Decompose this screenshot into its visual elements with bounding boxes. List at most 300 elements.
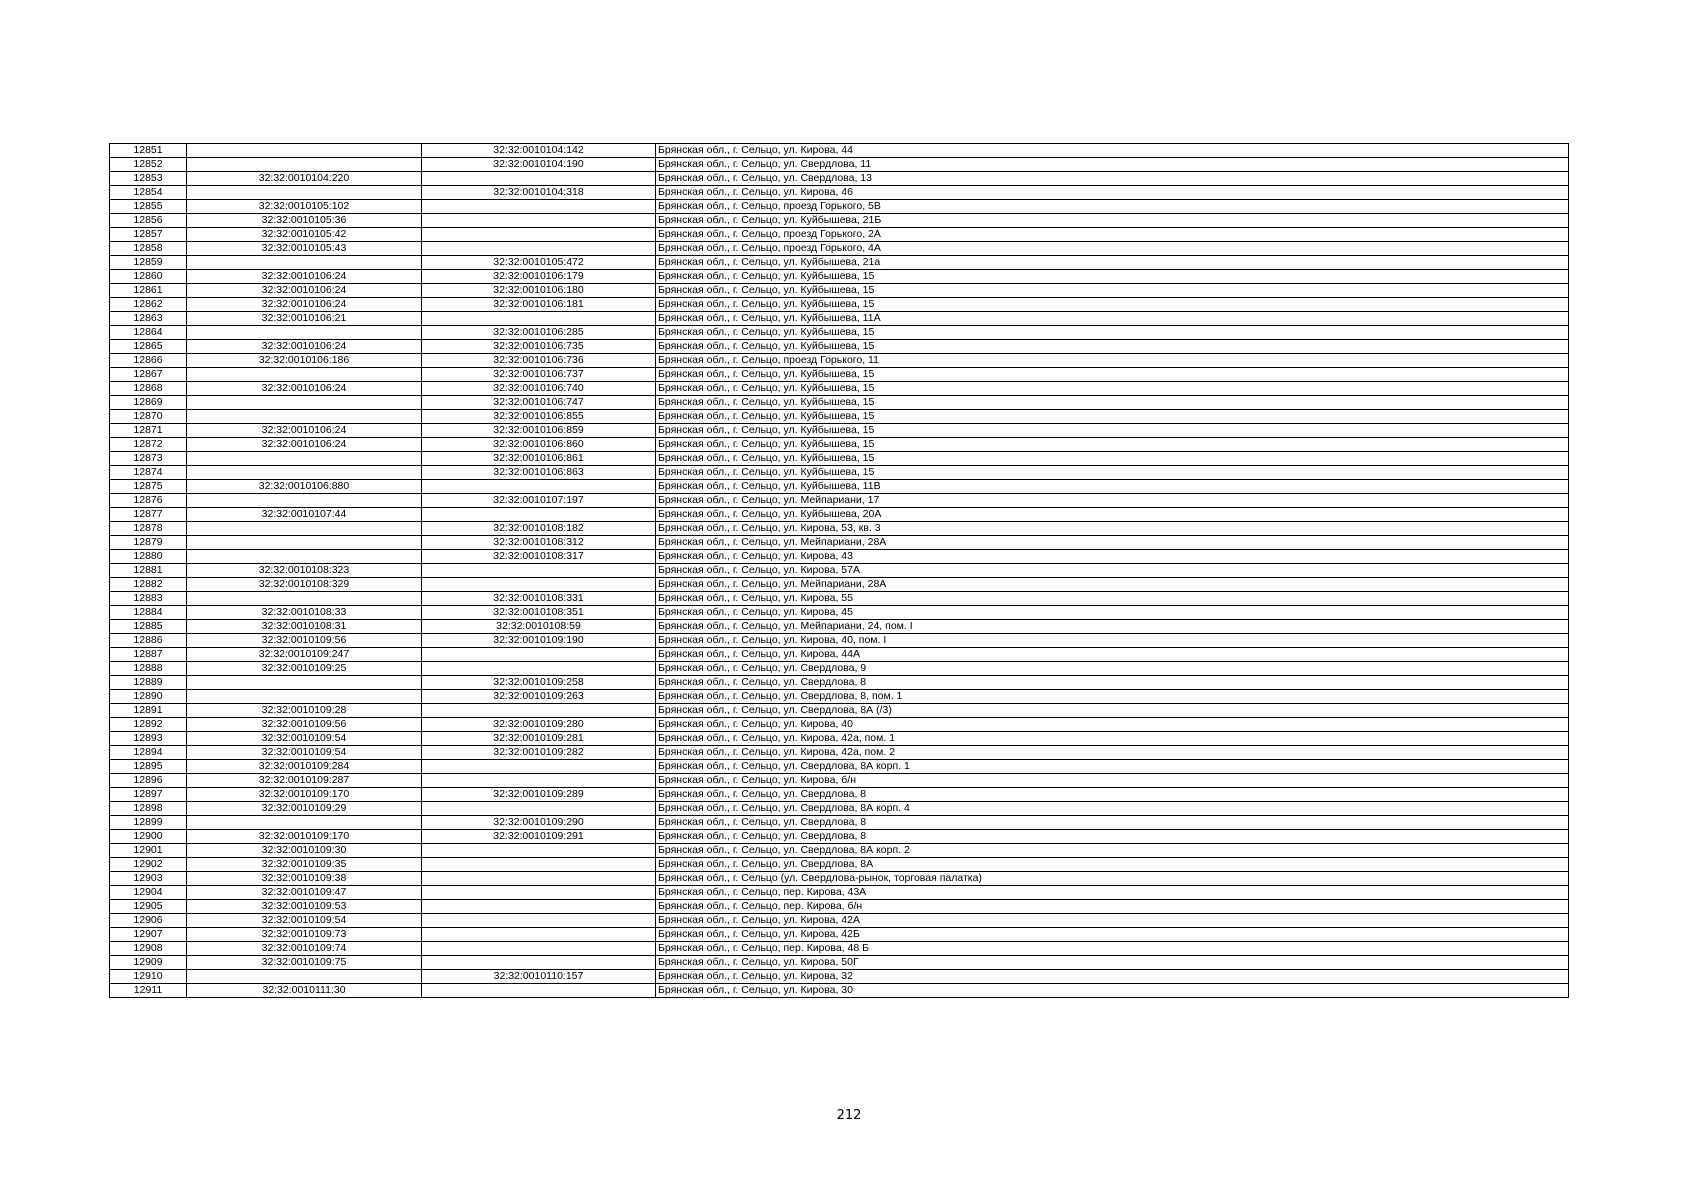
row-number-cell: 12903 xyxy=(110,872,187,886)
cadastral-number-cell: 32:32:0010111:30 xyxy=(187,984,422,998)
address-cell: Брянская обл., г. Сельцо, ул. Мейпариани, 28А xyxy=(656,536,1569,550)
object-cadastral-number-cell xyxy=(422,662,656,676)
object-cadastral-number-cell xyxy=(422,872,656,886)
cadastral-number-cell: 32:32:0010109:56 xyxy=(187,634,422,648)
address-cell: Брянская обл., г. Сельцо, ул. Куйбышева, 15 xyxy=(656,382,1569,396)
object-cadastral-number-cell: 32:32:0010109:291 xyxy=(422,830,656,844)
address-cell: Брянская обл., г. Сельцо, ул. Кирова, 42а, пом. 1 xyxy=(656,732,1569,746)
object-cadastral-number-cell: 32:32:0010109:190 xyxy=(422,634,656,648)
table-row xyxy=(110,816,1569,830)
address-cell: Брянская обл., г. Сельцо, ул. Свердлова, 8 xyxy=(656,788,1569,802)
cadastral-number-cell: 32:32:0010109:54 xyxy=(187,914,422,928)
row-number-cell: 12852 xyxy=(110,158,187,172)
object-cadastral-number-cell: 32:32:0010106:181 xyxy=(422,298,656,312)
row-number-cell: 12882 xyxy=(110,578,187,592)
object-cadastral-number-cell: 32:32:0010108:312 xyxy=(422,536,656,550)
row-number-cell: 12866 xyxy=(110,354,187,368)
table-row xyxy=(110,578,1569,592)
object-cadastral-number-cell: 32:32:0010107:197 xyxy=(422,494,656,508)
row-number-cell: 12875 xyxy=(110,480,187,494)
object-cadastral-number-cell: 32:32:0010105:472 xyxy=(422,256,656,270)
row-number-cell: 12867 xyxy=(110,368,187,382)
cadastral-number-cell: 32:32:0010106:21 xyxy=(187,312,422,326)
row-number-cell: 12885 xyxy=(110,620,187,634)
row-number-cell: 12855 xyxy=(110,200,187,214)
address-cell: Брянская обл., г. Сельцо, ул. Куйбышева, 20А xyxy=(656,508,1569,522)
table-row xyxy=(110,284,1569,298)
object-cadastral-number-cell: 32:32:0010109:258 xyxy=(422,676,656,690)
cadastral-number-cell xyxy=(187,410,422,424)
cadastral-number-cell xyxy=(187,452,422,466)
cadastral-number-cell xyxy=(187,592,422,606)
table-row xyxy=(110,144,1569,158)
table-row xyxy=(110,732,1569,746)
table-row xyxy=(110,858,1569,872)
cadastral-number-cell: 32:32:0010108:323 xyxy=(187,564,422,578)
cadastral-number-cell: 32:32:0010104:220 xyxy=(187,172,422,186)
table-row xyxy=(110,340,1569,354)
cadastral-number-cell xyxy=(187,970,422,984)
address-cell: Брянская обл., г. Сельцо, ул. Куйбышева, 15 xyxy=(656,424,1569,438)
row-number-cell: 12900 xyxy=(110,830,187,844)
object-cadastral-number-cell: 32:32:0010108:351 xyxy=(422,606,656,620)
object-cadastral-number-cell: 32:32:0010106:860 xyxy=(422,438,656,452)
table-row xyxy=(110,676,1569,690)
address-cell: Брянская обл., г. Сельцо, ул. Свердлова, 8 xyxy=(656,830,1569,844)
address-cell: Брянская обл., г. Сельцо, проезд Горького, 5В xyxy=(656,200,1569,214)
address-cell: Брянская обл., г. Сельцо, ул. Кирова, 42Б xyxy=(656,928,1569,942)
row-number-cell: 12891 xyxy=(110,704,187,718)
row-number-cell: 12876 xyxy=(110,494,187,508)
table-row xyxy=(110,704,1569,718)
table-row xyxy=(110,494,1569,508)
row-number-cell: 12888 xyxy=(110,662,187,676)
address-cell: Брянская обл., г. Сельцо, ул. Куйбышева, 15 xyxy=(656,270,1569,284)
cadastral-number-cell xyxy=(187,368,422,382)
address-cell: Брянская обл., г. Сельцо, ул. Свердлова, 8А (/3) xyxy=(656,704,1569,718)
table-row xyxy=(110,452,1569,466)
address-cell: Брянская обл., г. Сельцо, ул. Свердлова, 8 xyxy=(656,816,1569,830)
address-cell: Брянская обл., г. Сельцо, ул. Кирова, 45 xyxy=(656,606,1569,620)
table-row xyxy=(110,228,1569,242)
row-number-cell: 12864 xyxy=(110,326,187,340)
row-number-cell: 12901 xyxy=(110,844,187,858)
cadastral-number-cell xyxy=(187,494,422,508)
row-number-cell: 12872 xyxy=(110,438,187,452)
table-row xyxy=(110,788,1569,802)
object-cadastral-number-cell: 32:32:0010106:863 xyxy=(422,466,656,480)
row-number-cell: 12907 xyxy=(110,928,187,942)
address-cell: Брянская обл., г. Сельцо, ул. Кирова, 46 xyxy=(656,186,1569,200)
table-row xyxy=(110,242,1569,256)
cadastral-number-cell: 32:32:0010109:30 xyxy=(187,844,422,858)
table-row xyxy=(110,956,1569,970)
address-cell: Брянская обл., г. Сельцо, ул. Кирова, 55 xyxy=(656,592,1569,606)
cadastral-number-cell: 32:32:0010106:24 xyxy=(187,382,422,396)
object-cadastral-number-cell xyxy=(422,858,656,872)
cadastral-number-cell: 32:32:0010108:31 xyxy=(187,620,422,634)
row-number-cell: 12881 xyxy=(110,564,187,578)
cadastral-number-cell xyxy=(187,256,422,270)
cadastral-number-cell: 32:32:0010109:170 xyxy=(187,788,422,802)
object-cadastral-number-cell: 32:32:0010109:263 xyxy=(422,690,656,704)
row-number-cell: 12906 xyxy=(110,914,187,928)
cadastral-number-cell: 32:32:0010105:102 xyxy=(187,200,422,214)
object-cadastral-number-cell: 32:32:0010104:318 xyxy=(422,186,656,200)
address-cell: Брянская обл., г. Сельцо, ул. Кирова, 44 xyxy=(656,144,1569,158)
object-cadastral-number-cell xyxy=(422,704,656,718)
row-number-cell: 12899 xyxy=(110,816,187,830)
address-cell: Брянская обл., г. Сельцо, ул. Куйбышева, 11В xyxy=(656,480,1569,494)
address-cell: Брянская обл., г. Сельцо, ул. Куйбышева, 15 xyxy=(656,298,1569,312)
row-number-cell: 12909 xyxy=(110,956,187,970)
cadastral-number-cell: 32:32:0010108:329 xyxy=(187,578,422,592)
table-row xyxy=(110,900,1569,914)
row-number-cell: 12853 xyxy=(110,172,187,186)
object-cadastral-number-cell xyxy=(422,760,656,774)
object-cadastral-number-cell: 32:32:0010106:735 xyxy=(422,340,656,354)
object-cadastral-number-cell xyxy=(422,802,656,816)
row-number-cell: 12874 xyxy=(110,466,187,480)
object-cadastral-number-cell xyxy=(422,312,656,326)
row-number-cell: 12883 xyxy=(110,592,187,606)
object-cadastral-number-cell: 32:32:0010109:289 xyxy=(422,788,656,802)
address-cell: Брянская обл., г. Сельцо, ул. Мейпариани, 24, пом. I xyxy=(656,620,1569,634)
table-row xyxy=(110,844,1569,858)
address-cell: Брянская обл., г. Сельцо (ул. Свердлова-рынок, торговая палатка) xyxy=(656,872,1569,886)
cadastral-number-cell: 32:32:0010109:53 xyxy=(187,900,422,914)
cadastral-number-cell: 32:32:0010109:35 xyxy=(187,858,422,872)
object-cadastral-number-cell xyxy=(422,914,656,928)
object-cadastral-number-cell: 32:32:0010106:855 xyxy=(422,410,656,424)
table-row xyxy=(110,396,1569,410)
object-cadastral-number-cell: 32:32:0010104:142 xyxy=(422,144,656,158)
page-number: 212 xyxy=(836,1108,862,1123)
object-cadastral-number-cell xyxy=(422,942,656,956)
table-row xyxy=(110,508,1569,522)
row-number-cell: 12879 xyxy=(110,536,187,550)
cadastral-number-cell: 32:32:0010109:54 xyxy=(187,746,422,760)
row-number-cell: 12878 xyxy=(110,522,187,536)
cadastral-number-cell: 32:32:0010109:25 xyxy=(187,662,422,676)
row-number-cell: 12889 xyxy=(110,676,187,690)
table-row xyxy=(110,382,1569,396)
address-cell: Брянская обл., г. Сельцо, пер. Кирова, 43А xyxy=(656,886,1569,900)
cadastral-number-cell: 32:32:0010109:75 xyxy=(187,956,422,970)
table-body xyxy=(110,144,1569,998)
table-row xyxy=(110,186,1569,200)
table-row xyxy=(110,172,1569,186)
row-number-cell: 12886 xyxy=(110,634,187,648)
table-row xyxy=(110,760,1569,774)
address-cell: Брянская обл., г. Сельцо, ул. Куйбышева, 15 xyxy=(656,284,1569,298)
object-cadastral-number-cell xyxy=(422,172,656,186)
address-cell: Брянская обл., г. Сельцо, ул. Кирова, 50Г xyxy=(656,956,1569,970)
table-row xyxy=(110,522,1569,536)
cadastral-number-cell xyxy=(187,550,422,564)
row-number-cell: 12894 xyxy=(110,746,187,760)
cadastral-number-cell: 32:32:0010106:24 xyxy=(187,270,422,284)
object-cadastral-number-cell: 32:32:0010106:737 xyxy=(422,368,656,382)
address-cell: Брянская обл., г. Сельцо, ул. Мейпариани, 28А xyxy=(656,578,1569,592)
object-cadastral-number-cell: 32:32:0010106:747 xyxy=(422,396,656,410)
table-row xyxy=(110,648,1569,662)
object-cadastral-number-cell xyxy=(422,508,656,522)
table-row xyxy=(110,410,1569,424)
address-cell: Брянская обл., г. Сельцо, ул. Куйбышева, 15 xyxy=(656,438,1569,452)
table-row xyxy=(110,634,1569,648)
table-row xyxy=(110,354,1569,368)
object-cadastral-number-cell xyxy=(422,228,656,242)
cadastral-number-cell: 32:32:0010109:54 xyxy=(187,732,422,746)
row-number-cell: 12887 xyxy=(110,648,187,662)
row-number-cell: 12859 xyxy=(110,256,187,270)
table-row xyxy=(110,830,1569,844)
cadastral-number-cell: 32:32:0010109:47 xyxy=(187,886,422,900)
cadastral-number-cell: 32:32:0010106:186 xyxy=(187,354,422,368)
row-number-cell: 12871 xyxy=(110,424,187,438)
table-row xyxy=(110,592,1569,606)
object-cadastral-number-cell xyxy=(422,774,656,788)
row-number-cell: 12854 xyxy=(110,186,187,200)
table-row xyxy=(110,466,1569,480)
address-cell: Брянская обл., г. Сельцо, ул. Куйбышева, 21Б xyxy=(656,214,1569,228)
address-cell: Брянская обл., г. Сельцо, ул. Куйбышева, 15 xyxy=(656,410,1569,424)
object-cadastral-number-cell xyxy=(422,564,656,578)
cadastral-number-cell: 32:32:0010106:24 xyxy=(187,438,422,452)
cadastral-number-cell: 32:32:0010105:36 xyxy=(187,214,422,228)
table-row xyxy=(110,200,1569,214)
object-cadastral-number-cell xyxy=(422,242,656,256)
address-cell: Брянская обл., г. Сельцо, ул. Куйбышева, 11А xyxy=(656,312,1569,326)
object-cadastral-number-cell: 32:32:0010109:280 xyxy=(422,718,656,732)
address-cell: Брянская обл., г. Сельцо, ул. Куйбышева, 15 xyxy=(656,396,1569,410)
cadastral-number-cell xyxy=(187,144,422,158)
address-cell: Брянская обл., г. Сельцо, ул. Куйбышева, 15 xyxy=(656,340,1569,354)
table-row xyxy=(110,564,1569,578)
object-cadastral-number-cell xyxy=(422,886,656,900)
row-number-cell: 12905 xyxy=(110,900,187,914)
row-number-cell: 12902 xyxy=(110,858,187,872)
object-cadastral-number-cell xyxy=(422,984,656,998)
cadastral-number-cell: 32:32:0010106:24 xyxy=(187,424,422,438)
table-row xyxy=(110,914,1569,928)
cadastral-number-cell: 32:32:0010105:42 xyxy=(187,228,422,242)
object-cadastral-number-cell xyxy=(422,900,656,914)
row-number-cell: 12892 xyxy=(110,718,187,732)
address-cell: Брянская обл., г. Сельцо, ул. Кирова, 53, кв. 3 xyxy=(656,522,1569,536)
table-row xyxy=(110,872,1569,886)
cadastral-number-cell xyxy=(187,186,422,200)
table-row xyxy=(110,312,1569,326)
row-number-cell: 12870 xyxy=(110,410,187,424)
row-number-cell: 12893 xyxy=(110,732,187,746)
address-cell: Брянская обл., г. Сельцо, ул. Куйбышева, 15 xyxy=(656,452,1569,466)
cadastral-number-cell: 32:32:0010109:287 xyxy=(187,774,422,788)
object-cadastral-number-cell xyxy=(422,214,656,228)
row-number-cell: 12877 xyxy=(110,508,187,522)
cadastral-number-cell xyxy=(187,816,422,830)
address-cell: Брянская обл., г. Сельцо, ул. Кирова, 32 xyxy=(656,970,1569,984)
address-cell: Брянская обл., г. Сельцо, проезд Горького, 4А xyxy=(656,242,1569,256)
address-cell: Брянская обл., г. Сельцо, ул. Куйбышева, 15 xyxy=(656,326,1569,340)
table-row xyxy=(110,214,1569,228)
object-cadastral-number-cell xyxy=(422,648,656,662)
row-number-cell: 12904 xyxy=(110,886,187,900)
object-cadastral-number-cell xyxy=(422,578,656,592)
row-number-cell: 12865 xyxy=(110,340,187,354)
cadastral-number-cell xyxy=(187,158,422,172)
address-cell: Брянская обл., г. Сельцо, ул. Куйбышева, 21а xyxy=(656,256,1569,270)
address-cell: Брянская обл., г. Сельцо, ул. Свердлова, 8, пом. 1 xyxy=(656,690,1569,704)
table-row xyxy=(110,746,1569,760)
cadastral-number-cell: 32:32:0010106:880 xyxy=(187,480,422,494)
row-number-cell: 12860 xyxy=(110,270,187,284)
object-cadastral-number-cell: 32:32:0010110:157 xyxy=(422,970,656,984)
address-cell: Брянская обл., г. Сельцо, ул. Свердлова, 8А корп. 1 xyxy=(656,760,1569,774)
object-cadastral-number-cell: 32:32:0010106:861 xyxy=(422,452,656,466)
row-number-cell: 12898 xyxy=(110,802,187,816)
object-cadastral-number-cell: 32:32:0010106:859 xyxy=(422,424,656,438)
object-cadastral-number-cell: 32:32:0010106:180 xyxy=(422,284,656,298)
address-cell: Брянская обл., г. Сельцо, проезд Горького, 11 xyxy=(656,354,1569,368)
table-row xyxy=(110,802,1569,816)
cadastral-number-cell: 32:32:0010106:24 xyxy=(187,284,422,298)
cadastral-number-cell xyxy=(187,690,422,704)
address-cell: Брянская обл., г. Сельцо, пер. Кирова, 48 Б xyxy=(656,942,1569,956)
row-number-cell: 12868 xyxy=(110,382,187,396)
cadastral-number-cell xyxy=(187,396,422,410)
object-cadastral-number-cell: 32:32:0010106:179 xyxy=(422,270,656,284)
row-number-cell: 12884 xyxy=(110,606,187,620)
table-row xyxy=(110,928,1569,942)
address-cell: Брянская обл., г. Сельцо, ул. Кирова, 43 xyxy=(656,550,1569,564)
object-cadastral-number-cell xyxy=(422,956,656,970)
address-cell: Брянская обл., г. Сельцо, ул. Кирова, б/н xyxy=(656,774,1569,788)
table-row xyxy=(110,620,1569,634)
table-row xyxy=(110,970,1569,984)
cadastral-number-cell: 32:32:0010109:170 xyxy=(187,830,422,844)
address-cell: Брянская обл., г. Сельцо, ул. Кирова, 44А xyxy=(656,648,1569,662)
object-cadastral-number-cell: 32:32:0010108:59 xyxy=(422,620,656,634)
table-row xyxy=(110,438,1569,452)
object-cadastral-number-cell xyxy=(422,200,656,214)
row-number-cell: 12856 xyxy=(110,214,187,228)
cadastral-number-cell xyxy=(187,466,422,480)
address-cell: Брянская обл., г. Сельцо, ул. Мейпариани, 17 xyxy=(656,494,1569,508)
cadastral-number-cell: 32:32:0010109:28 xyxy=(187,704,422,718)
cadastral-number-cell: 32:32:0010105:43 xyxy=(187,242,422,256)
cadastral-number-cell: 32:32:0010109:73 xyxy=(187,928,422,942)
row-number-cell: 12862 xyxy=(110,298,187,312)
table-row xyxy=(110,424,1569,438)
object-cadastral-number-cell: 32:32:0010109:281 xyxy=(422,732,656,746)
cadastral-number-cell xyxy=(187,676,422,690)
table-row xyxy=(110,326,1569,340)
address-cell: Брянская обл., г. Сельцо, ул. Свердлова, 8А корп. 4 xyxy=(656,802,1569,816)
cadastral-number-cell: 32:32:0010106:24 xyxy=(187,298,422,312)
cadastral-number-cell: 32:32:0010109:74 xyxy=(187,942,422,956)
address-cell: Брянская обл., г. Сельцо, ул. Кирова, 42А xyxy=(656,914,1569,928)
row-number-cell: 12851 xyxy=(110,144,187,158)
object-cadastral-number-cell: 32:32:0010106:285 xyxy=(422,326,656,340)
address-cell: Брянская обл., г. Сельцо, ул. Свердлова, 11 xyxy=(656,158,1569,172)
address-cell: Брянская обл., г. Сельцо, ул. Кирова, 57А xyxy=(656,564,1569,578)
cadastral-number-cell: 32:32:0010109:38 xyxy=(187,872,422,886)
address-cell: Брянская обл., г. Сельцо, ул. Кирова, 30 xyxy=(656,984,1569,998)
row-number-cell: 12890 xyxy=(110,690,187,704)
row-number-cell: 12911 xyxy=(110,984,187,998)
table-row xyxy=(110,368,1569,382)
address-cell: Брянская обл., г. Сельцо, ул. Свердлова, 8А корп. 2 xyxy=(656,844,1569,858)
object-cadastral-number-cell: 32:32:0010108:331 xyxy=(422,592,656,606)
object-cadastral-number-cell xyxy=(422,844,656,858)
row-number-cell: 12895 xyxy=(110,760,187,774)
table-row xyxy=(110,480,1569,494)
table-row xyxy=(110,256,1569,270)
table-row xyxy=(110,536,1569,550)
table-row xyxy=(110,550,1569,564)
object-cadastral-number-cell: 32:32:0010108:182 xyxy=(422,522,656,536)
table-row xyxy=(110,298,1569,312)
address-cell: Брянская обл., г. Сельцо, ул. Куйбышева, 15 xyxy=(656,368,1569,382)
table-row xyxy=(110,718,1569,732)
row-number-cell: 12897 xyxy=(110,788,187,802)
row-number-cell: 12869 xyxy=(110,396,187,410)
cadastral-number-cell: 32:32:0010109:29 xyxy=(187,802,422,816)
address-cell: Брянская обл., г. Сельцо, проезд Горького, 2А xyxy=(656,228,1569,242)
object-cadastral-number-cell: 32:32:0010106:740 xyxy=(422,382,656,396)
object-cadastral-number-cell xyxy=(422,480,656,494)
cadastral-number-cell xyxy=(187,326,422,340)
table-row xyxy=(110,774,1569,788)
row-number-cell: 12863 xyxy=(110,312,187,326)
address-cell: Брянская обл., г. Сельцо, ул. Кирова, 40, пом. I xyxy=(656,634,1569,648)
address-cell: Брянская обл., г. Сельцо, ул. Куйбышева, 15 xyxy=(656,466,1569,480)
address-cell: Брянская обл., г. Сельцо, ул. Свердлова, 8 xyxy=(656,676,1569,690)
cadastral-number-cell xyxy=(187,522,422,536)
table-row xyxy=(110,886,1569,900)
table-row xyxy=(110,270,1569,284)
row-number-cell: 12857 xyxy=(110,228,187,242)
object-cadastral-number-cell: 32:32:0010108:317 xyxy=(422,550,656,564)
address-cell: Брянская обл., г. Сельцо, ул. Свердлова, 8А xyxy=(656,858,1569,872)
row-number-cell: 12896 xyxy=(110,774,187,788)
cadastral-number-cell: 32:32:0010109:247 xyxy=(187,648,422,662)
address-cell: Брянская обл., г. Сельцо, ул. Кирова, 40 xyxy=(656,718,1569,732)
cadastral-number-cell: 32:32:0010109:284 xyxy=(187,760,422,774)
table-row xyxy=(110,606,1569,620)
address-cell: Брянская обл., г. Сельцо, ул. Кирова, 42а, пом. 2 xyxy=(656,746,1569,760)
object-cadastral-number-cell: 32:32:0010104:190 xyxy=(422,158,656,172)
address-cell: Брянская обл., г. Сельцо, ул. Свердлова, 9 xyxy=(656,662,1569,676)
object-cadastral-number-cell: 32:32:0010106:736 xyxy=(422,354,656,368)
cadastral-number-cell: 32:32:0010107:44 xyxy=(187,508,422,522)
address-cell: Брянская обл., г. Сельцо, пер. Кирова, б/н xyxy=(656,900,1569,914)
row-number-cell: 12873 xyxy=(110,452,187,466)
row-number-cell: 12858 xyxy=(110,242,187,256)
table-row xyxy=(110,984,1569,998)
table-row xyxy=(110,942,1569,956)
row-number-cell: 12880 xyxy=(110,550,187,564)
object-cadastral-number-cell: 32:32:0010109:282 xyxy=(422,746,656,760)
object-cadastral-number-cell: 32:32:0010109:290 xyxy=(422,816,656,830)
cadastral-number-cell xyxy=(187,536,422,550)
table-row xyxy=(110,158,1569,172)
object-cadastral-number-cell xyxy=(422,928,656,942)
table-row xyxy=(110,662,1569,676)
row-number-cell: 12908 xyxy=(110,942,187,956)
